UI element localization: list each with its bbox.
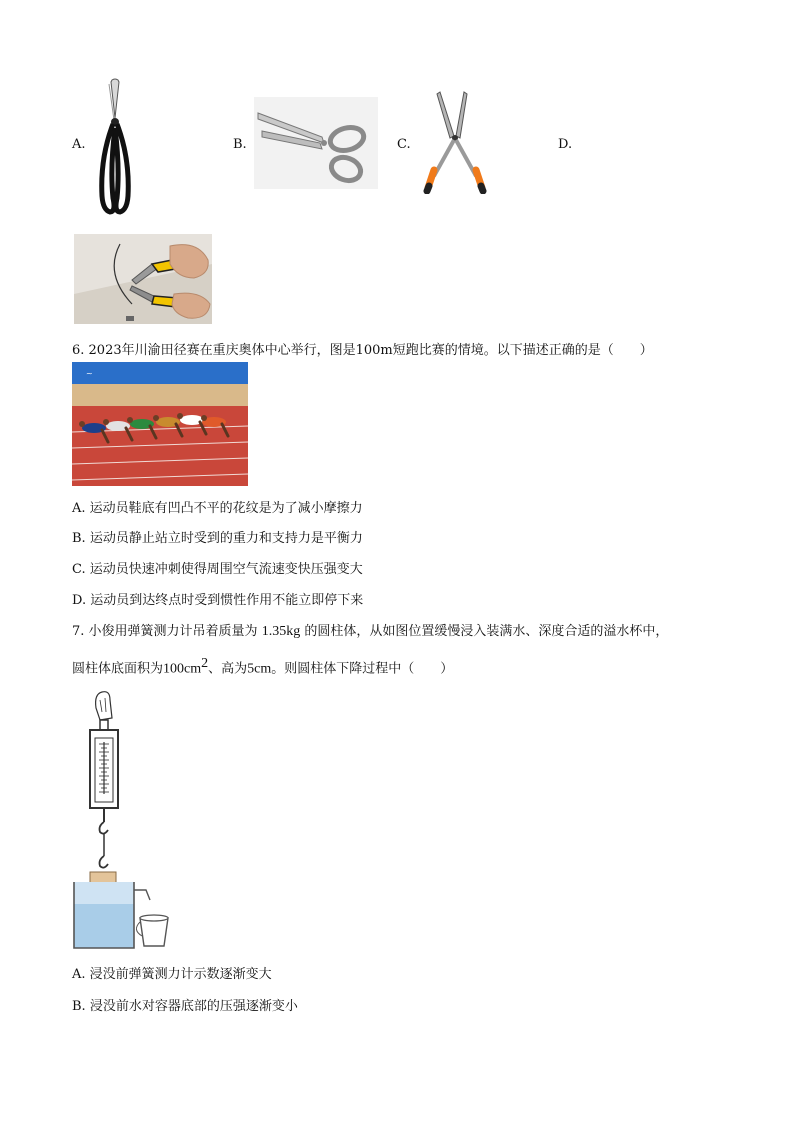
q7-line2-middle: 、高为 bbox=[208, 661, 248, 677]
q7-area-value: 100cm bbox=[163, 661, 202, 677]
option-c-label: C. bbox=[397, 137, 411, 152]
sprint-race-image bbox=[72, 362, 248, 486]
q7-stem-line1 bbox=[72, 620, 668, 640]
spring-scale-diagram bbox=[70, 690, 182, 952]
q7-line2-suffix: 。则圆柱体下降过程中（ ） bbox=[271, 661, 454, 677]
option-b-label: B. bbox=[233, 137, 247, 152]
q6-option-b: B. 运动员静止站立时受到的重力和支持力是平衡力 bbox=[72, 531, 363, 546]
svg-text:~: ~ bbox=[86, 369, 93, 378]
option-d-label: D. bbox=[558, 137, 573, 152]
q7-option-b: B. 浸没前水对容器底部的压强逐渐变小 bbox=[72, 999, 298, 1014]
pliers-image bbox=[74, 234, 212, 324]
option-a-label: A. bbox=[72, 137, 86, 152]
q7-area-exponent: 2 bbox=[201, 656, 209, 671]
scissors-image bbox=[254, 97, 378, 189]
q7-option-a: A. 浸没前弹簧测力计示数逐渐变大 bbox=[72, 967, 272, 982]
q7-line2-prefix: 圆柱体底面积为 bbox=[72, 661, 164, 677]
q7-height-value: 5cm bbox=[247, 661, 272, 677]
tin-snips-image bbox=[92, 78, 138, 216]
q7-mass-value: 1.35kg bbox=[261, 624, 301, 639]
hedge-shears-image bbox=[420, 90, 494, 194]
q7-line1-suffix: 的圆柱体，从如图位置缓慢浸入装满水、深度合适的溢水杯中， bbox=[304, 624, 669, 639]
q7-line1-prefix: 7. 小俊用弹簧测力计吊着质量为 bbox=[72, 624, 258, 639]
q6-stem: 6. 2023年川渝田径赛在重庆奥体中心举行，图是100m短跑比赛的情境。以下描述正确的是（ ） bbox=[72, 343, 653, 358]
q6-option-c: C. 运动员快速冲刺使得周围空气流速变快压强变大 bbox=[72, 562, 363, 577]
q7-stem-line2 bbox=[72, 656, 453, 677]
q6-option-a: A. 运动员鞋底有凹凸不平的花纹是为了减小摩擦力 bbox=[72, 501, 363, 516]
q6-option-d: D. 运动员到达终点时受到惯性作用不能立即停下来 bbox=[72, 593, 364, 608]
